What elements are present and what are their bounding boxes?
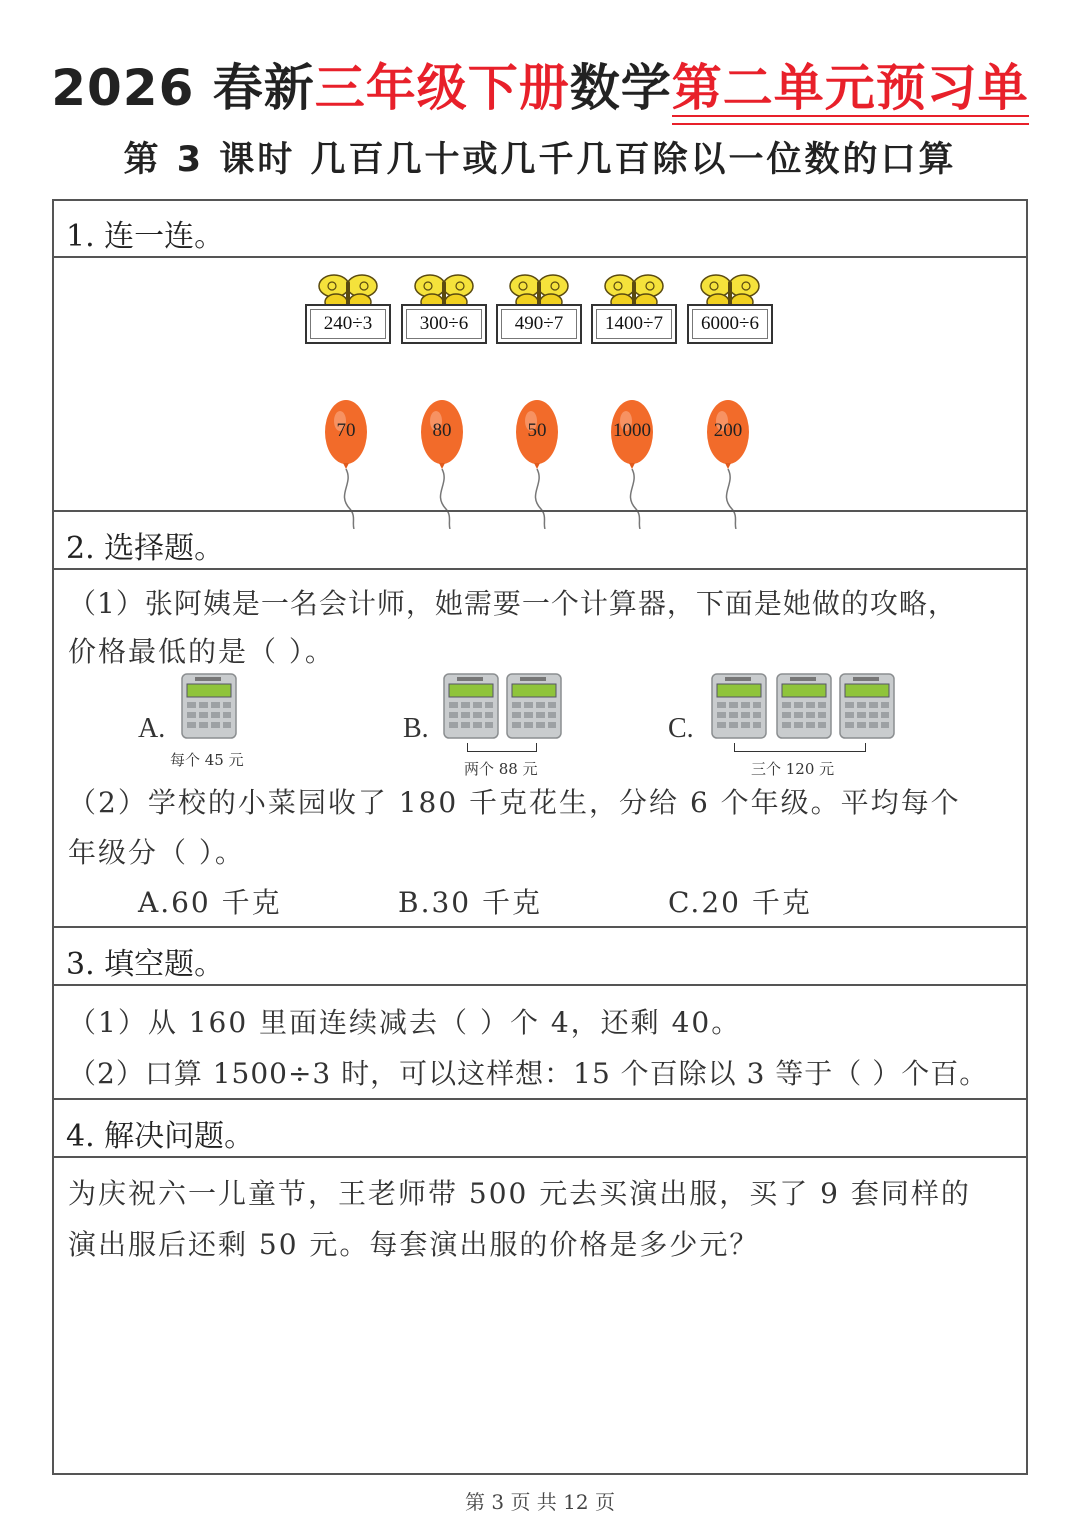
problem-text: 演出服后还剩 50 元。每套演出服的价格是多少元？ — [68, 1228, 760, 1261]
price-label: 三个 120 元 — [751, 760, 835, 778]
answer-area[interactable] — [68, 1281, 1012, 1461]
balloon-number: 200 — [713, 420, 743, 441]
title-grade: 三年级下册 — [314, 59, 570, 117]
option-label[interactable]: B. — [403, 713, 429, 744]
group-brace — [734, 743, 866, 752]
option-label[interactable]: C. — [668, 713, 694, 744]
division-card[interactable]: 490÷7 — [496, 304, 582, 344]
question-text: 年级分（ ）。 — [68, 836, 245, 869]
calculator-icon — [776, 673, 832, 739]
option-label[interactable]: A. — [138, 713, 166, 744]
calculator-icon — [443, 673, 499, 739]
balloon-number: 1000 — [613, 420, 651, 441]
price-label: 两个 88 元 — [464, 760, 538, 778]
page-number: 第 3 页 共 12 页 — [465, 1490, 615, 1514]
page-title — [0, 48, 1080, 120]
title-subject: 数学 — [569, 59, 672, 117]
divider — [54, 568, 1026, 570]
question-text: （1）从 160 里面连续减去（ ）个 4，还剩 40。 — [68, 1006, 742, 1039]
balloon-number: 50 — [527, 420, 547, 441]
division-card[interactable]: 240÷3 — [305, 304, 391, 344]
question-text: （2）口算 1500÷3 时，可以这样想：15 个百除以 3 等于（ ）个百。 — [68, 1057, 989, 1090]
divider — [54, 1156, 1026, 1158]
divider — [54, 1098, 1026, 1100]
divider — [54, 926, 1026, 928]
title-unit: 第二单元预习单 — [671, 59, 1029, 117]
option-b[interactable]: B.30 千克 — [398, 886, 543, 919]
option-c[interactable]: C.20 千克 — [668, 886, 812, 919]
divider — [54, 510, 1026, 512]
title-prefix: 2026 春新 — [51, 59, 315, 117]
price-label: 每个 45 元 — [170, 751, 244, 769]
question-text: （1）张阿姨是一名会计师，她需要一个计算器，下面是她做的攻略， — [68, 587, 957, 620]
division-card[interactable]: 6000÷6 — [687, 304, 773, 344]
division-card[interactable]: 300÷6 — [401, 304, 487, 344]
balloon-number: 70 — [336, 420, 356, 441]
group-brace — [467, 743, 537, 752]
worksheet-frame — [52, 199, 1028, 1475]
section3-heading: 3. 填空题。 — [66, 947, 225, 982]
balloon-number: 80 — [432, 420, 452, 441]
divider — [54, 256, 1026, 258]
problem-text: 为庆祝六一儿童节，王老师带 500 元去买演出服，买了 9 套同样的 — [68, 1177, 971, 1210]
question-text: （2）学校的小菜园收了 180 千克花生，分给 6 个年级。平均每个 — [68, 786, 961, 819]
section1-heading: 1. 连一连。 — [66, 219, 225, 254]
calculator-icon — [506, 673, 562, 739]
calculator-icon — [839, 673, 895, 739]
divider — [54, 984, 1026, 986]
section2-heading: 2. 选择题。 — [66, 531, 225, 566]
section4-heading: 4. 解决问题。 — [66, 1119, 255, 1154]
question-text: 价格最低的是（ ）。 — [68, 635, 335, 668]
calculator-icon — [181, 673, 237, 739]
option-a[interactable]: A.60 千克 — [138, 886, 282, 919]
lesson-subtitle: 第 3 课时 几百几十或几千几百除以一位数的口算 — [123, 140, 957, 180]
calculator-icon — [711, 673, 767, 739]
division-card[interactable]: 1400÷7 — [591, 304, 677, 344]
